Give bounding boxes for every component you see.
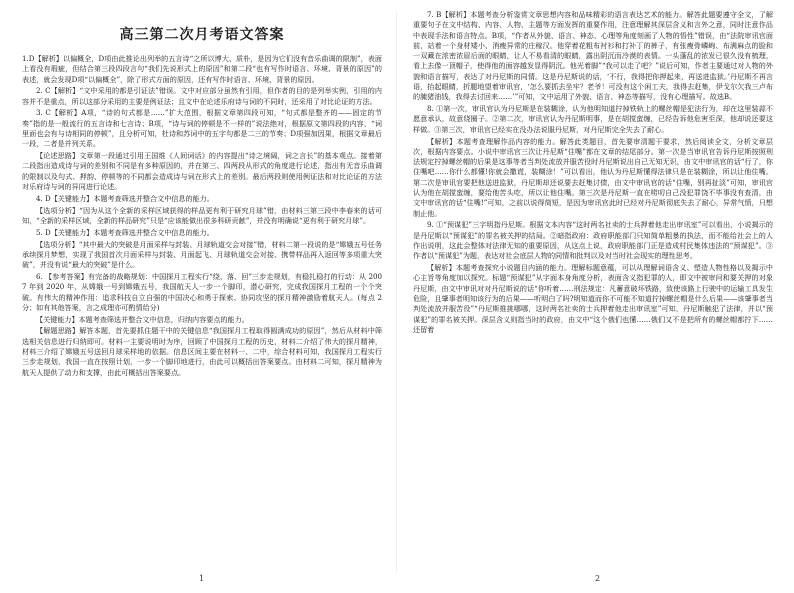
left-column: [22, 10, 382, 570]
paragraph-q6-approach: 【解题思路】解答本题，首先要抓住题干中的关键信息“我国探月工程取得圆满成功的原因”，然后从材料中筛选相关信息进行归纳即可。材料一主要说明时为序，回顾了中国探月工程的历史，材料二介绍了伟大的探月精神，材料三介绍了嫦娥五号送回月球采样地的依据。信息区间主要在材料一、二中，综合材料可知，我国探月工程实行三步走规划，我国一直在按照计划，一步一个脚印地进行，由此可以概括出答案要点。由材料二可知，探月精神为航天人提供了动力和支撑，由此可概括出答案要点。: [22, 326, 382, 377]
paragraph-q6: 6. 【参考答案】有完备的战略规划：中国探月工程实行“绕、落、回”三步走规划，有稳扎稳打的行动：从 2007 年到 2020 年，从嫦娥一号到嫦娥五号，我国航天人一步一个脚印，潜心研究，完成我国探月工程的一个个突破。有伟大的精神作用：追求科技自立自强的中国决心和勇于探索、协同攻坚的探月精神激励着航天人。(每点 2 分；如有其他答案，言之成理亦可酌情给分): [22, 271, 382, 312]
paragraph-q9-analysis: 【解析】本题考查探究小说题目内涵的能力。理解标题意蕴，可以从理解词语含义、塑造人物性格以及揭示中心主旨等角度加以探究。标题“预谋犯”从字面本身角度分析，表面含义指犯罪的人，即文中被审问和要关押的对象丹尼斯，由文中审讯对对丹尼斯说的话“你听着……刑法规定：凡蓄意破坏铁路，致使该路上行驶中的运输工具发生危险，且肇事者明知该行为的后果——听明白了吗?明知道而你不可能不知道拧掉螺丝帽是什么后果——该肇事者当判处流放并服苦役”“丹尼斯推挑哪哪，这时两名社卖的士兵押着他走出审讯室”可知，丹尼斯触犯了法律，并以“预谋犯”的罪名被关押。深层含义则指当时的政府，由文中“这个俄们也懂……俄们又不是把所有的螺丝帽都拧下……还留着: [413, 263, 773, 334]
paragraph-q3: 3. C【解析】A项，“诗的句式都是……”扩大范围，根据文章第四段可知，“句式都是整齐的——固定的节奏”指的是一般流行的五言诗和七言诗；B项，“诗与词的停顿是不一样的”说法绝对，根据原文第四段的内容，“词里面也会有与诗相同的停顿”，且分析可知，杜诗和苏词中的五字句都是二三的节奏；D项强加因果，根据文章最后一段，二者是并列关系。: [22, 108, 382, 149]
paragraph-q2: 2. C【解析】“文中采用的都是引证法”错误。文中对应部分虽然有引用，但作者的目的是列举实例，引用的内容并不是重点，所以这部分采用的主要是例证法；且文中在论述乐府诗与词的不同时，还采用了对比论证的方法。: [22, 86, 382, 106]
page-number-2: 2: [595, 574, 601, 583]
column-divider: [396, 12, 397, 572]
paragraph-q6-ability: 【关键能力】本题考查筛选并整合文中信息，归纳内容要点的能力。: [36, 314, 249, 324]
paragraph-argument-outline: 【论述思路】文章第一段通过引用王国维《人间词话》的内容提出“诗之境阔，词之言长”的基本观点。接着第二段指出造成诗与词的差别和不同是有多种原因的，并在第三、四两段从形式的角度进行论述，指出有无音乐曲调的限制以及句式、押韵、停顿等的不同都会造成诗与词在形式上的差别。最后两段则使用例证法和对比论证的方法对乐府诗与词的异同进行论述。: [22, 151, 382, 192]
paragraph-q8: 8. ①第一次，审讯官认为丹尼斯是在装糊涂，认为他明知道拧掉铁轨上的螺丝帽是犯法行为，却在这里装蒜不愿意承认，故意绕圈子。②第二次，审讯官认为丹尼斯明事，是在胡搅蛮缠，已经告诉他危害至深，他却说还要这样做。③第三次，审讯官已经实在没办法说服丹尼斯，对丹尼斯完全失去了耐心。: [413, 104, 773, 134]
page-title: 高三第二次月考语文答案: [119, 27, 285, 43]
right-column: [413, 10, 773, 570]
paragraph-q4-analysis: 【选项分析】“因为从这个全新的采样区域获得的样品更有利于研究月球”错，由材料三第三段中李春来的话可知，“全新的采样区域，全新的样品研究”只是“应该能做出很多科研贡献”，并没有明确说“更有利于研究月球”。: [22, 205, 382, 225]
paragraph-q5-analysis: 【选项分析】“其中最大的突破是月面采样与封装、月球轨道交会对接”错，材料二第一段说的是“嫦娥五号任务承续探月梦想，实现了我国首次月面采样与封装、月面起飞、月球轨道交会对接、携带样品再入返回等多项重大突破”，并没有说“最大的突破”是什么。: [22, 239, 382, 270]
page-number-1: 1: [199, 574, 205, 583]
paragraph-q5: 5. D【关键能力】本题考查筛选并整合文中信息的能力。: [36, 227, 214, 237]
paragraph-q9: 9. ①“预谋犯”三字明指丹尼斯。根据文本内容“这时两名社卖的士兵押着他走出审讯室”可以看出，小说揭示的是丹尼斯以“预谋犯”的罪名被关押的结局。②暗指政府：政府职能部门只知简单粗暴的执法，而不能给社会上的人作出说明，这此会整体对法律无知的重要原因，从这点上说，政府职能部门正是造成村民集体违法的“预谋犯”。③作者以“预谋犯”为题，表达对社会底层人物的同情和批判以及对当时社会现实的理性思考。: [413, 220, 773, 261]
paragraph-q7: 7. B【解析】本题考查分析鉴赏文章思想内容和品味精彩的语言表达艺术的能力。解答此题要遵守全文，了解重要句子在文中结构、内容、人物、主题等方面发挥的重要作用，注意理解其深层含义和言外之意，同时注意作品中表现手法和语言特点。B项，“作者从外貌、语言、神态、心理等角度刻画了人物的悟性”错误，由“法院审讯官面前，站着一个身材矮小、消瘦异常的庄稼汉。他穿着花粗布衬衫和打补丁的裤子，有张瘦骨嶙峋、布满麻点的脸和一双藏在浓密浓眉后面的眼睛，让人不易看清的眼睛，露出阴沉而冷漠的表情。一头蓬乱的浓发已很久没有梳理，看上去像一顶帽子，使得他的面容越发显得阴沉。他光着脚”“我可以走了吧？”说后可知，作者主要通过对人物的外貌和语言描写，表达了对丹尼斯的同情。这是丹尼斯说的话，‘不行，我得把你押起来，再送进监狱。’丹尼斯不再言语，抬起眼睛，折腿地望着审讯官，‘怎么要抓去坐牢？老爷！可没有这个闲工夫，我得去赶集，伊戈尔欠我三卢布的腌猪油钱，我得去讨回来……’”可知，文中运用了外貌、语言、神态等描写，没有心理描写。故选B。: [413, 10, 773, 102]
paragraph-q8-analysis: 【解析】本题考查理解作品内容的能力。解答此类题目，首先要审清题干要求，然后阅读全文，分析文章层次，根据内容要点。小说中审讯官三次让丹尼斯“住嘴”都在文章的结尾部分。第一次是当审讯官告诉丹尼斯按照刑法规定拧掉螺丝帽的后果是这事等者当判处流放并服苦役时丹尼斯说出自己无知无识，由文中审讯官的话“行了，你住嘴吧……你什么都懂!你就会撒谎，装糊涂！”可以看出，他认为丹尼斯懂得法律只是在装糊涂，所以让他住嘴。第二次是审讯官要把他送进监狱，丹尼斯却还说要去赶集讨债，由文中审讯官的话“住嘴，别再扯淡”可知，审讯官认为他在胡搅蛮缠，要给他苦头吃，所以让他住嘴。第三次是丹尼斯一直在唠叨自己没犯罪饶不毕事没有查清，由文中审讯官的话“住嘴!”可知，之前以说得简短，是因为审讯官此时已经对丹尼斯彻底失去了耐心，异常气愤，只想制止他。: [413, 136, 773, 218]
paragraph-q4: 4. D【关键能力】本题考查筛选并整合文中信息的能力。: [36, 193, 214, 203]
paragraph-q1: 1.D【解析】以偏概全，D项由此推论出列举的五言诗“之所以博大、质朴，是因为它们没有音乐曲调的限制”，表面上看没有瑕疵，但结合第三段四段言句“我们先说形式上的原因”和第二段“也有写作时语言、环境、背景的原因”的表述，就会发现D项“以偏概全”，除了形式方面的原因，还有写作时语言、环境、背景的原因。: [22, 54, 382, 84]
